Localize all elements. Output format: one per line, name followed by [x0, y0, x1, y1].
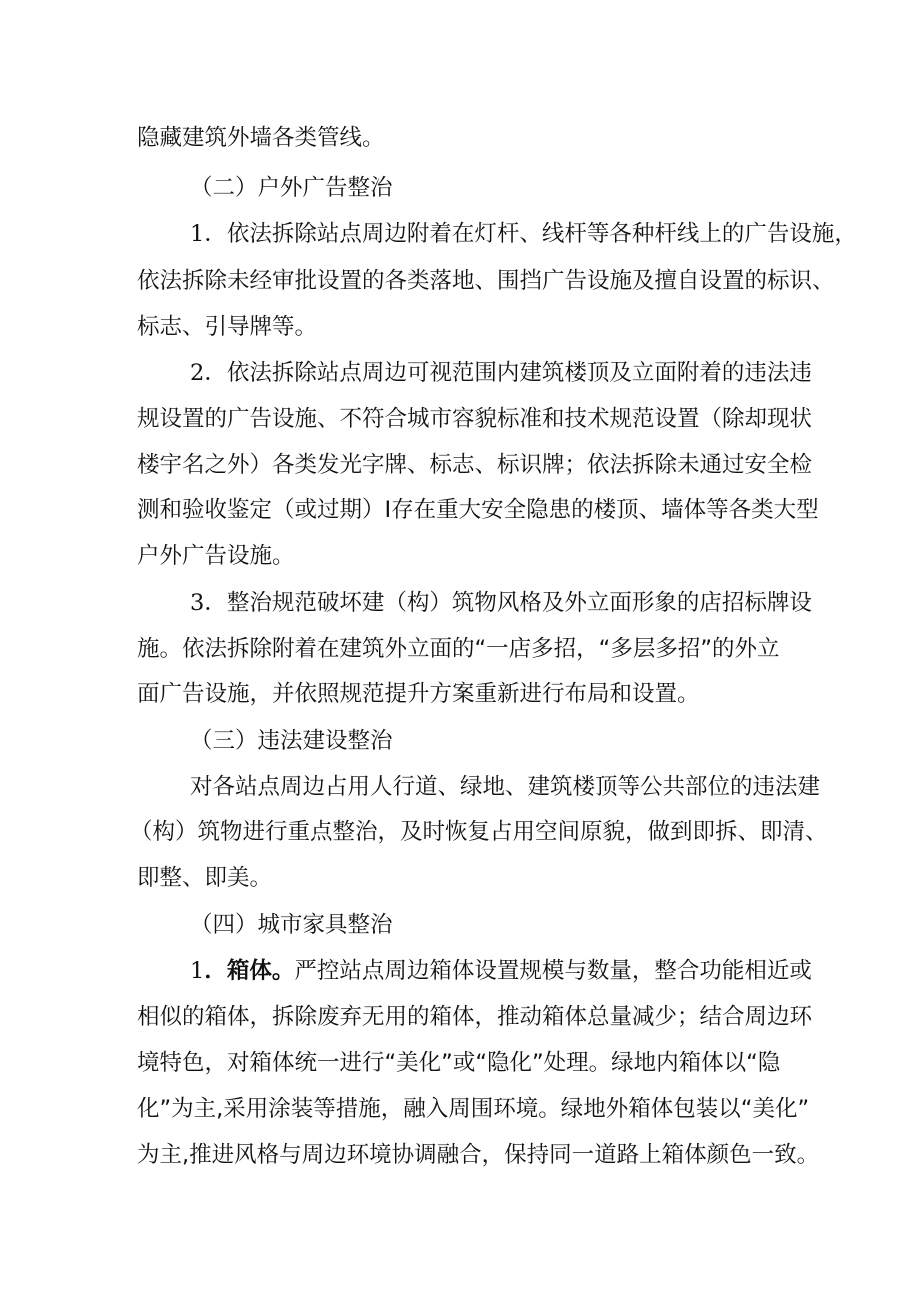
- text-run: 为主,推进风格与周边环境协调融合，保持同一道路上箱体颜色一致。: [137, 1142, 820, 1168]
- text-run: 户外广告设施。: [137, 543, 295, 569]
- text-run: 相似的箱体，拆除废弃无用的箱体，推动箱体总量减少；结合周边环: [137, 1004, 813, 1030]
- text-run: ．依法拆除站点周边附着在灯杆、线杆等各种杆线上的广告设施，: [204, 221, 857, 247]
- paragraph-line: [190, 587, 812, 619]
- paragraph-line: [137, 1139, 819, 1171]
- text-run: 隐藏建筑外墙各类管线。: [137, 125, 385, 151]
- text-run: 面广告设施，并依照规范提升方案重新进行布局和设置。: [137, 681, 700, 707]
- paragraph-line: [137, 494, 819, 526]
- paragraph-line: [137, 122, 385, 154]
- item-number: 2: [190, 360, 205, 386]
- text-run: 测和验收鉴定（或过期）Ⅰ存在重大安全隐患的楼顶、墙体等各类大型: [137, 497, 819, 523]
- text-run: （构）筑物进行重点整治，及时恢复占用空间原貌，做到即拆、即清、: [130, 819, 828, 845]
- text-run: 严控站点周边箱体设置规模与数量，整合功能相近或: [294, 958, 812, 984]
- paragraph-line: [137, 1047, 780, 1079]
- text-run: 对各站点周边占用人行道、绿地、建筑楼顶等公共部位的违法建: [190, 774, 821, 800]
- section-heading-illegal-construction: [190, 725, 393, 757]
- text-run: 楼宇名之外）各类发光字牌、标志、标识牌；依法拆除未通过安全检: [137, 452, 813, 478]
- paragraph-line: [137, 265, 835, 297]
- paragraph-line: [190, 218, 857, 250]
- paragraph-line: [137, 311, 317, 343]
- text-run: 标志、引导牌等。: [137, 314, 318, 340]
- item-number: 3: [190, 590, 205, 616]
- paragraph-line: [190, 357, 812, 389]
- paragraph-line: [190, 955, 812, 987]
- text-run: 依法拆除未经审批设置的各类落地、围挡广告设施及擅自设置的标识、: [137, 268, 835, 294]
- section-heading-urban-furniture: [190, 909, 393, 941]
- section-heading-outdoor-ads: [190, 172, 393, 204]
- paragraph-line: [137, 862, 272, 894]
- paragraph-line: [137, 1001, 812, 1033]
- item-number: 1: [190, 221, 205, 247]
- paragraph-line: [130, 816, 828, 848]
- text-run: 规设置的广告设施、不符合城市容貌标准和技术规范设置（除却现状: [137, 406, 813, 432]
- text-run: 即整、即美。: [137, 865, 273, 891]
- text-run: 境特色，对箱体统一进行“美化”或“隐化”处理。绿地内箱体以“隐: [137, 1050, 781, 1076]
- text-run: ．依法拆除站点周边可视范围内建筑楼顶及立面附着的违法违: [204, 360, 812, 386]
- paragraph-line: [137, 449, 812, 481]
- text-run: 施。依法拆除附着在建筑外立面的“一店多招，“多层多招”的外立: [137, 636, 780, 662]
- paragraph-line: [190, 771, 820, 803]
- paragraph-line: [137, 678, 700, 710]
- paragraph-line: [137, 633, 779, 665]
- section-heading-text: （四）城市家具整治: [190, 912, 393, 938]
- paragraph-line: [137, 540, 295, 572]
- section-heading-text: （二）户外广告整治: [190, 175, 393, 201]
- text-run: 化”为主,采用涂装等措施，融入周围环境。绿地外箱体包装以“美化”: [137, 1096, 810, 1122]
- paragraph-line: [137, 1093, 809, 1125]
- item-number: 1: [190, 958, 205, 984]
- text-run: ．整治规范破坏建（构）筑物风格及外立面形象的店招标牌设: [204, 590, 812, 616]
- item-title-bold: ．箱体。: [204, 958, 295, 984]
- section-heading-text: （三）违法建设整治: [190, 728, 393, 754]
- paragraph-line: [137, 403, 812, 435]
